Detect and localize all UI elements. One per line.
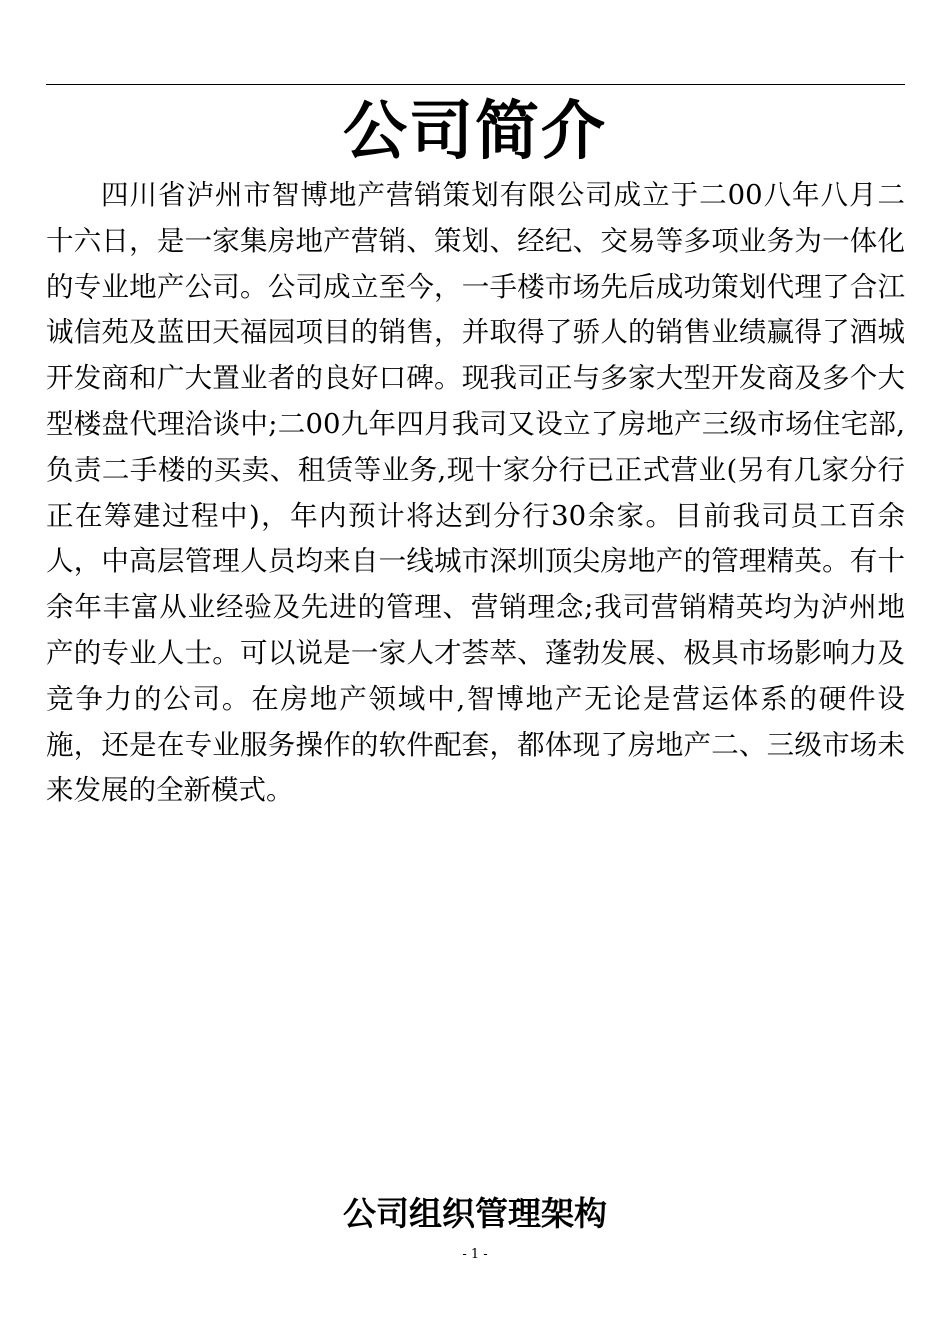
page-number: - 1 - — [462, 1247, 488, 1262]
company-intro-paragraph: 四川省泸州市智博地产营销策划有限公司成立于二00八年八月二十六日，是一家集房地产营销、策划、经纪、交易等多项业务为一体化的专业地产公司。公司成立至今，一手楼市场先后成功策划代理了合江诚信苑及蓝田天福园项目的销售，并取得了骄人的销售业绩赢得了酒城开发商和广大置业者的良好口碑。现我司正与多家大型开发商及多个大型楼盘代理洽谈中;二00九年四月我司又设立了房地产三级市场住宅部,负责二手楼的买卖、租赁等业务,现十家分行已正式营业(另有几家分行正在筹建过程中)，年内预计将达到分行30余家。目前我司员工百余人，中高层管理人员均来自一线城市深圳顶尖房地产的管理精英。有十余年丰富从业经验及先进的管理、营销理念;我司营销精英均为泸州地产的专业人士。可以说是一家人才荟萃、蓬勃发展、极具市场影响力及竞争力的公司。在房地产领域中,智博地产无论是营运体系的硬件设施，还是在专业服务操作的软件配套，都体现了房地产二、三级市场未来发展的全新模式。 — [46, 179, 905, 807]
header-rule — [46, 84, 905, 85]
section-heading: 公司组织管理架构 — [343, 1194, 607, 1233]
page-title: 公司简介 — [343, 95, 607, 169]
